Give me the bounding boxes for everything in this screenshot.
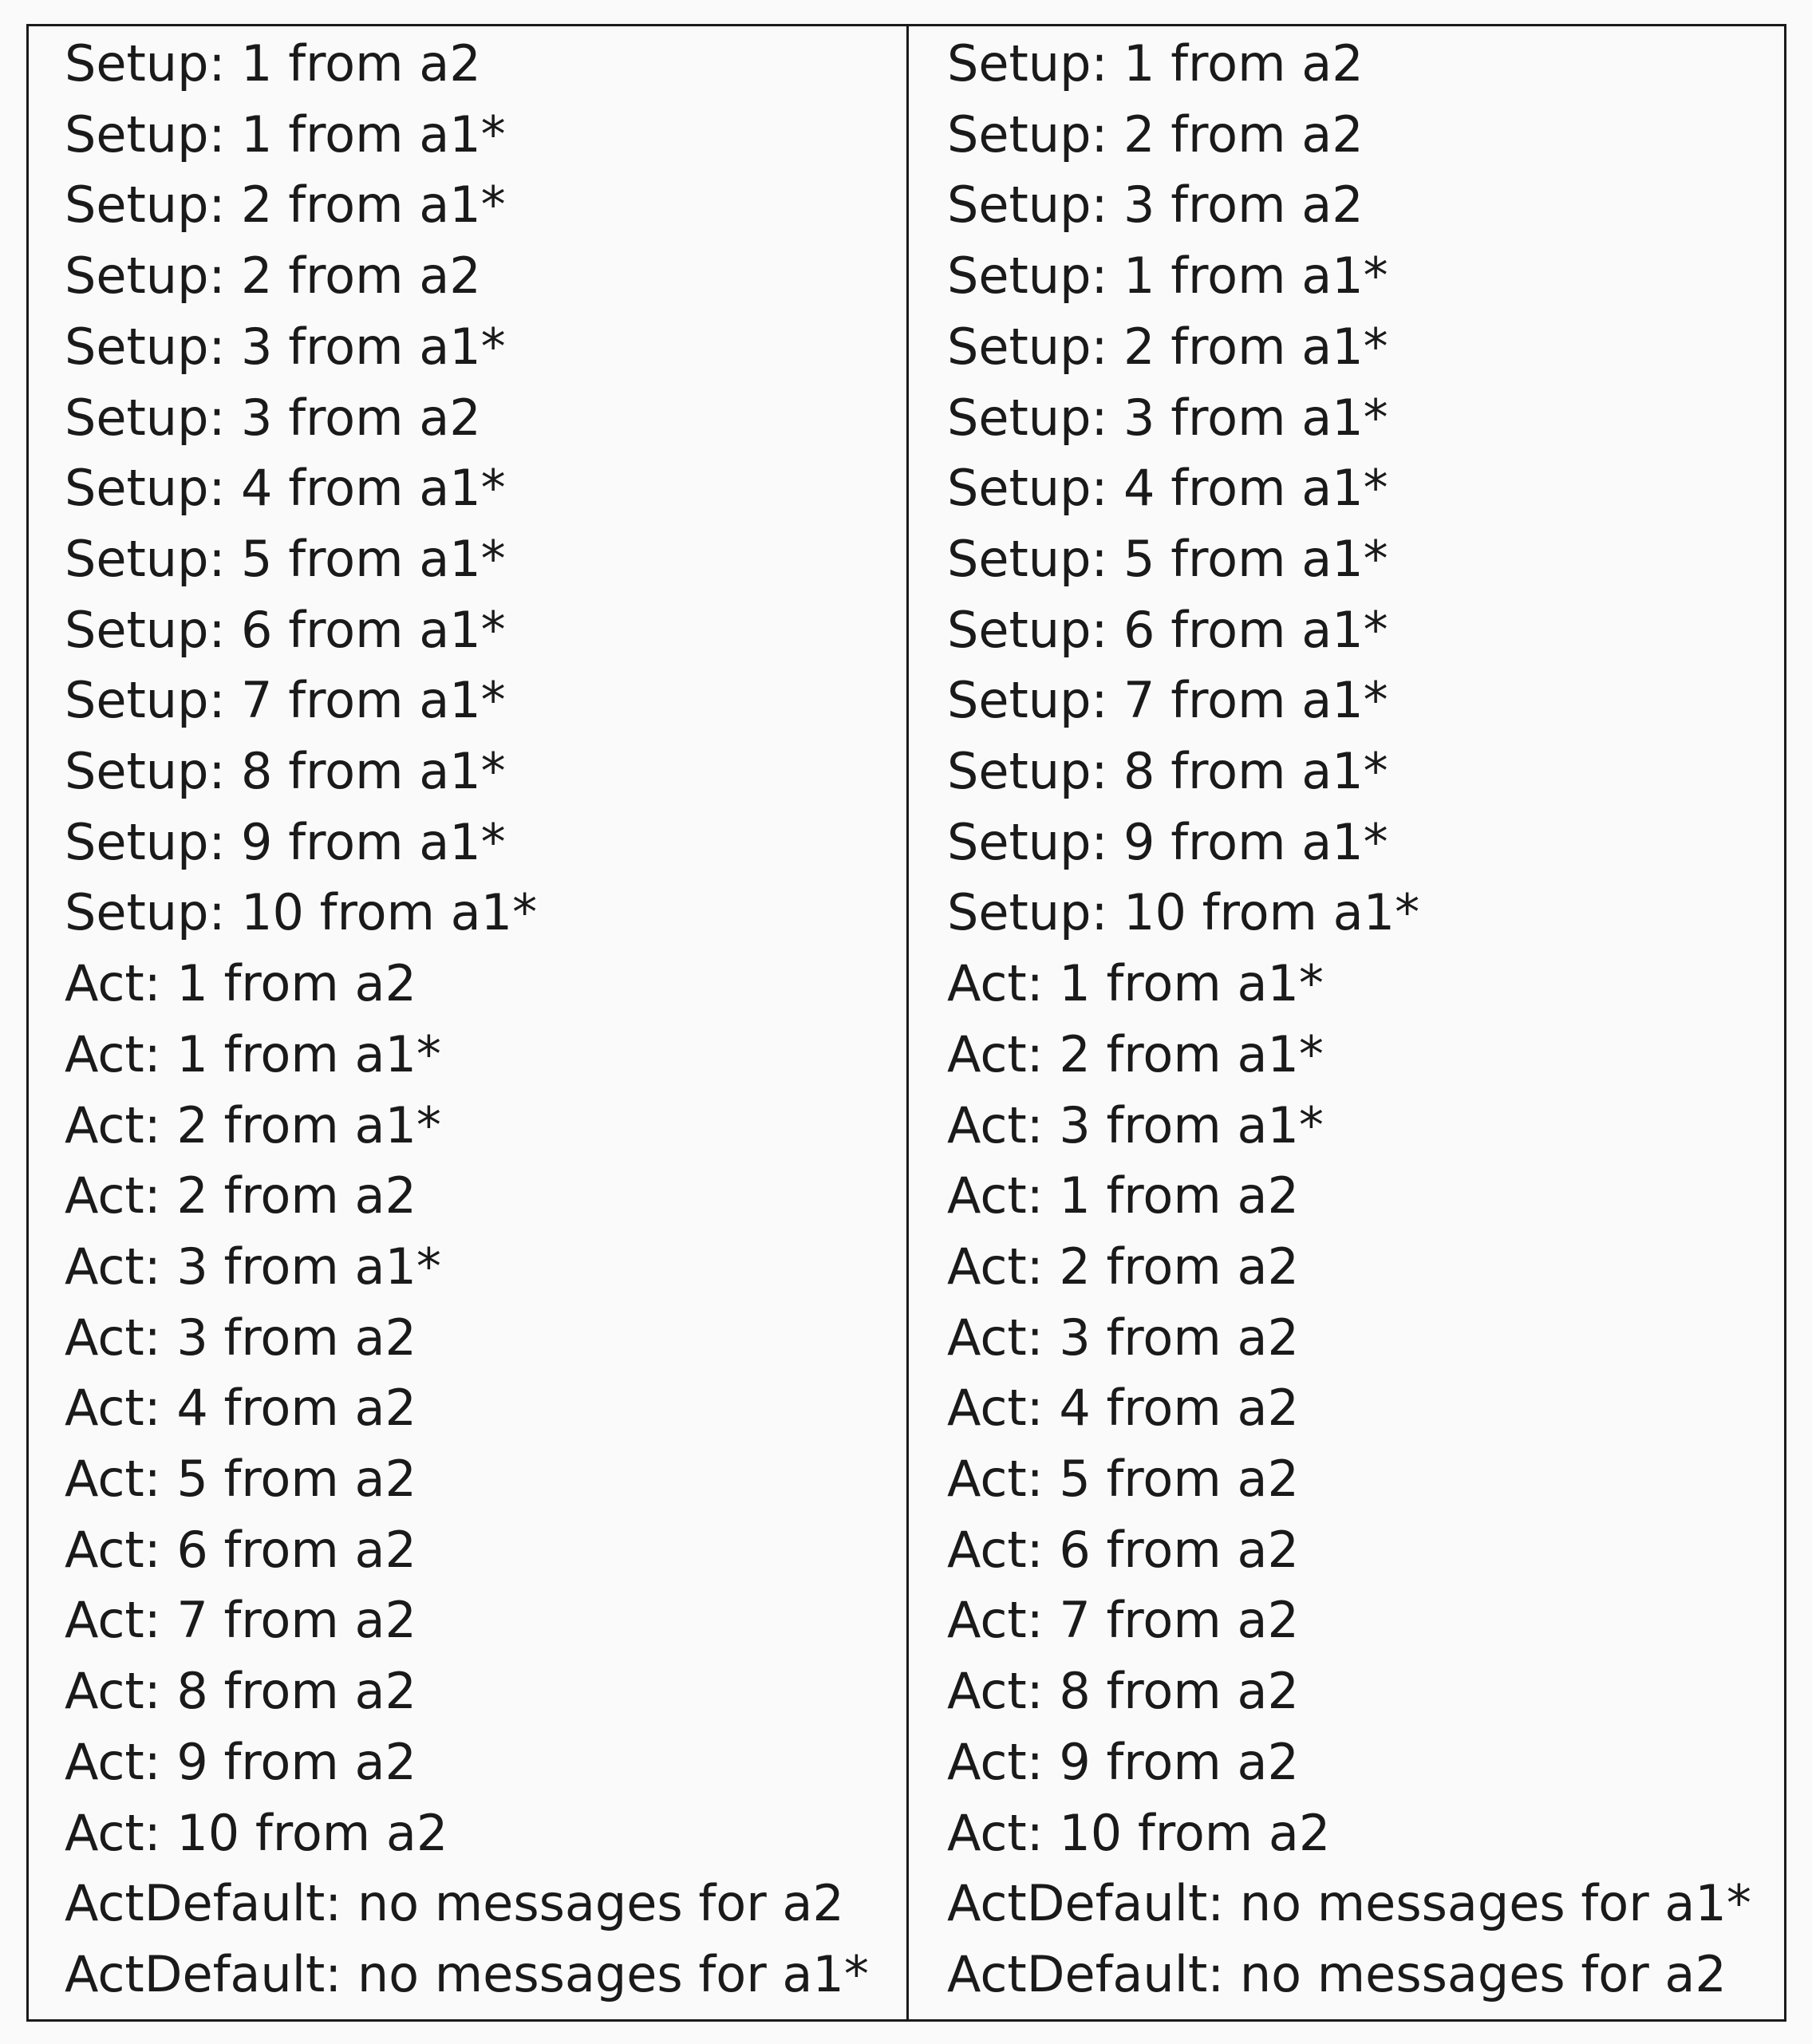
log-line: Setup: 5 from a1* [65,529,506,588]
log-line: Act: 7 from a2 [65,1591,416,1650]
log-line: Act: 2 from a2 [947,1237,1299,1296]
log-line: ActDefault: no messages for a1* [947,1874,1751,1933]
log-line: Setup: 9 from a1* [65,812,506,871]
message-log-table [26,24,1786,2022]
log-line: Act: 10 from a2 [947,1803,1331,1862]
log-line: Act: 8 from a2 [947,1662,1299,1721]
right-log-column [909,26,1784,2019]
log-line: ActDefault: no messages for a2 [65,1874,844,1933]
log-line: Setup: 3 from a2 [947,176,1364,235]
log-line: Setup: 3 from a2 [65,388,481,447]
log-line: Act: 2 from a1* [65,1095,441,1154]
log-line: Setup: 2 from a2 [65,247,481,306]
log-line: Act: 4 from a2 [65,1379,416,1438]
log-line: Act: 6 from a2 [947,1520,1299,1579]
log-line: Act: 2 from a2 [65,1166,416,1225]
log-line: Setup: 2 from a1* [65,176,506,235]
log-line: Setup: 7 from a1* [65,671,506,730]
log-line: Setup: 8 from a1* [65,742,506,800]
left-log-column [29,26,909,2019]
log-line: Setup: 6 from a1* [65,600,506,659]
log-line: Setup: 10 from a1* [65,883,538,942]
log-line: ActDefault: no messages for a2 [947,1944,1727,2003]
log-line: Setup: 1 from a1* [65,105,506,164]
log-line: Act: 3 from a1* [65,1237,441,1296]
log-line: Act: 3 from a2 [65,1308,416,1367]
log-line: Setup: 2 from a2 [947,105,1364,164]
log-line: Setup: 1 from a1* [947,247,1388,306]
log-line: Setup: 7 from a1* [947,671,1388,730]
log-line: Setup: 4 from a1* [65,459,506,518]
log-line: Setup: 3 from a1* [65,317,506,376]
log-line: Act: 4 from a2 [947,1379,1299,1438]
log-line: Setup: 1 from a2 [947,34,1364,93]
log-line: Act: 5 from a2 [947,1450,1299,1508]
log-line: Act: 9 from a2 [65,1732,416,1791]
log-line: Setup: 4 from a1* [947,459,1388,518]
log-line: Act: 1 from a1* [947,954,1324,1013]
log-line: Act: 1 from a1* [65,1024,441,1083]
log-line: Act: 1 from a2 [947,1166,1299,1225]
log-line: Setup: 3 from a1* [947,388,1388,447]
log-line: Setup: 10 from a1* [947,883,1420,942]
log-line: Setup: 2 from a1* [947,317,1388,376]
log-line: ActDefault: no messages for a1* [65,1944,869,2003]
log-line: Act: 5 from a2 [65,1450,416,1508]
log-line: Act: 3 from a1* [947,1095,1324,1154]
log-line: Setup: 8 from a1* [947,742,1388,800]
log-line: Act: 9 from a2 [947,1732,1299,1791]
log-line: Setup: 6 from a1* [947,600,1388,659]
log-line: Setup: 5 from a1* [947,529,1388,588]
log-line: Act: 6 from a2 [65,1520,416,1579]
log-line: Act: 2 from a1* [947,1024,1324,1083]
log-line: Act: 8 from a2 [65,1662,416,1721]
log-line: Act: 3 from a2 [947,1308,1299,1367]
log-line: Setup: 9 from a1* [947,812,1388,871]
log-line: Act: 7 from a2 [947,1591,1299,1650]
log-line: Act: 10 from a2 [65,1803,448,1862]
log-line: Act: 1 from a2 [65,954,416,1013]
log-line: Setup: 1 from a2 [65,34,481,93]
